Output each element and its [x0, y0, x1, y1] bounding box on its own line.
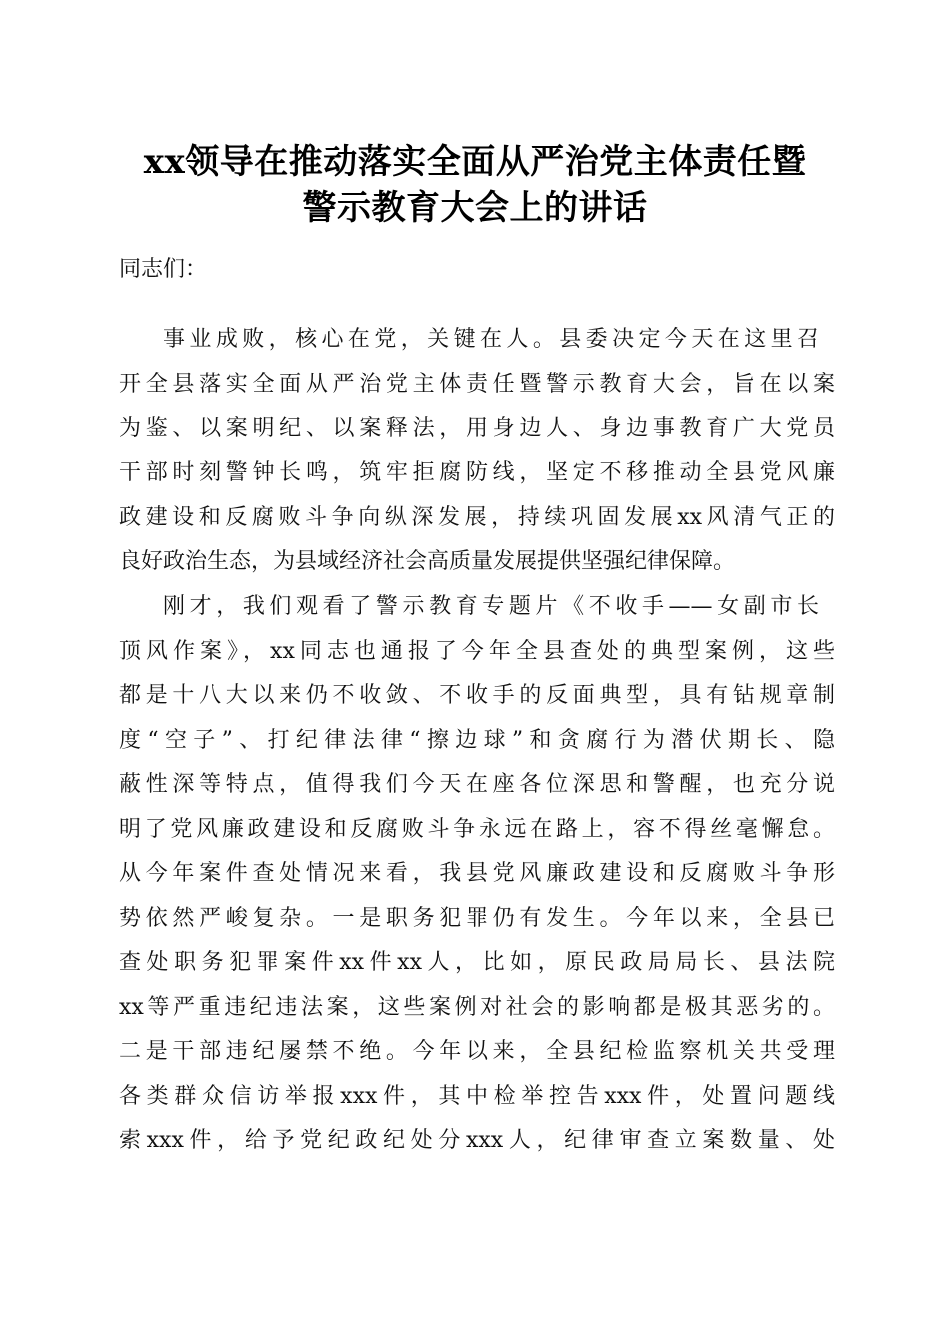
paragraph-2-line: 都是十八大以来仍不收敛、不收手的反面典型，具有钻规章制 [119, 683, 835, 708]
paragraph-2-line: 从今年案件查处情况来看，我县党风廉政建设和反腐败斗争形 [119, 861, 835, 886]
paragraph-1-line: 开全县落实全面从严治党主体责任暨警示教育大会，旨在以案 [119, 372, 835, 397]
paragraph-2-line: 各类群众信访举报xxx件，其中检举控告xxx件，处置问题线 [119, 1084, 835, 1109]
document-title-line-2: 警示教育大会上的讲话 [302, 188, 648, 228]
paragraph-2-line: 刚才，我们观看了警示教育专题片《不收手——女副市长 [163, 594, 819, 619]
paragraph-2-line: 索xxx件，给予党纪政纪处分xxx人，纪律审查立案数量、处 [119, 1128, 835, 1153]
greeting: 同志们： [119, 257, 208, 282]
paragraph-1-line: 为鉴、以案明纪、以案释法，用身边人、身边事教育广大党员 [119, 416, 835, 441]
paragraph-2-line: 二是干部违纪屡禁不绝。今年以来，全县纪检监察机关共受理 [119, 1039, 835, 1064]
paragraph-2-line: 蔽性深等特点，值得我们今天在座各位深思和警醒，也充分说 [119, 772, 835, 797]
paragraph-1-line: 干部时刻警钟长鸣，筑牢拒腐防线，坚定不移推动全县党风廉 [119, 460, 835, 485]
paragraph-1-line: 事业成败，核心在党，关键在人。县委决定今天在这里召 [163, 327, 819, 352]
paragraph-2-line: 顶风作案》，xx同志也通报了今年全县查处的典型案例，这些 [119, 639, 835, 664]
paragraph-2-line: 度“空子”、打纪律法律“擦边球”和贪腐行为潜伏期长、隐 [119, 728, 835, 753]
paragraph-2-line: 查处职务犯罪案件xx件xx人，比如，原民政局局长、县法院 [119, 950, 835, 975]
paragraph-2-line: 势依然严峻复杂。一是职务犯罪仍有发生。今年以来，全县已 [119, 906, 835, 931]
paragraph-1-line: 政建设和反腐败斗争向纵深发展，持续巩固发展xx风清气正的 [119, 505, 835, 530]
document-title-line-1: xx领导在推动落实全面从严治党主体责任暨 [143, 142, 807, 182]
paragraph-2-line: 明了党风廉政建设和反腐败斗争永远在路上，容不得丝毫懈怠。 [119, 817, 835, 842]
paragraph-2-line: xx等严重违纪违法案，这些案例对社会的影响都是极其恶劣的。 [119, 995, 835, 1020]
paragraph-1-line: 良好政治生态，为县域经济社会高质量发展提供坚强纪律保障。 [119, 549, 736, 574]
